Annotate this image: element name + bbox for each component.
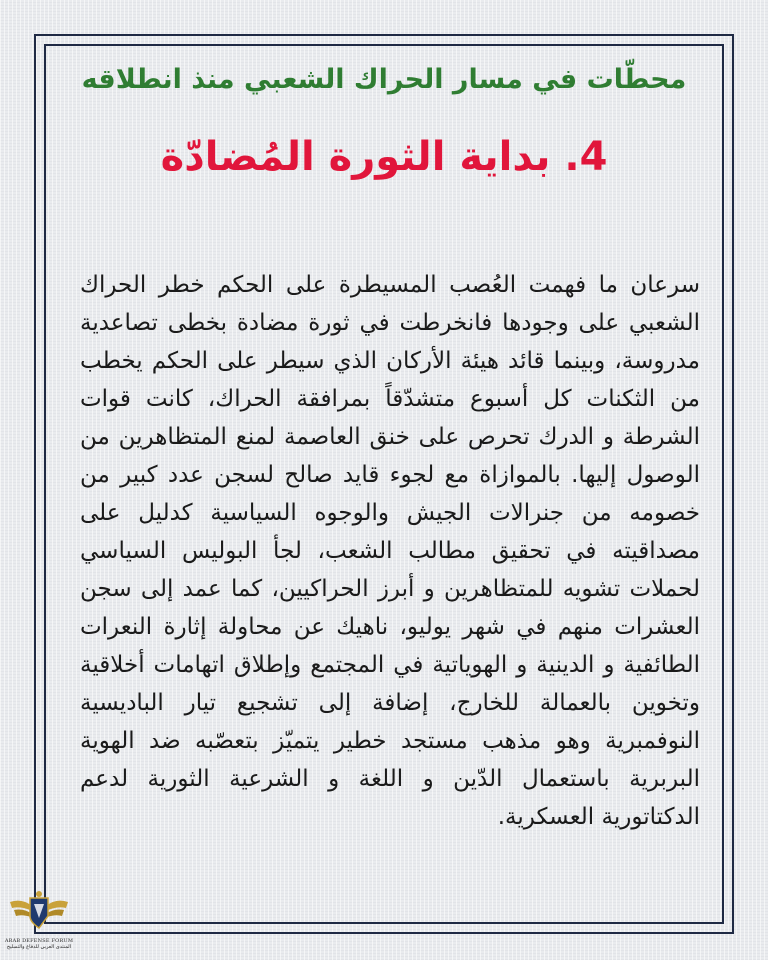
series-subtitle: محطّات في مسار الحراك الشعبي منذ انطلاقه — [81, 64, 687, 95]
forum-logo-icon — [8, 888, 70, 938]
article-title: 4. بداية الثورة المُضادّة — [160, 134, 608, 180]
article-body: سرعان ما فهمت العُصب المسيطرة على الحكم خطر الحراك الشعبي على وجودها فانخرطت في ثورة مضادة بخطى تصاعدية مدروسة، وبينما قائد هيئة الأركان الذي سيطر على الحكم يخطب من الثكنات كل أسبوع متشدّقاً بمرافقة الحراك، كانت قوات الشرطة و الدرك تحرص على خنق العاصمة لمنع المتظاهرين من الوصول إليها. بالموازاة مع لجوء قايد صالح لسجن عدد كبير من خصومه من جنرالات الجيش والوجوه السياسية كدليل على مصداقيته في تحقيق مطالب الشعب، لجأ البوليس السياسي لحملات تشويه للمتظاهرين و أبرز الحراكيين، كما عمد إلى سجن العشرات منهم في شهر يوليو، ناهيك عن محاولة إثارة النعرات الطائفية و الدينية و الهوياتية في المجتمع وإطلاق اتهامات أخلاقية وتخوين بالعمالة للخارج، إضافة إلى تشجيع تيار الباديسية النوفمبرية وهو مذهب مستجد خطير يتميّز بتعصّبه ضد الهوية البربرية باستعمال الدّين و اللغة و الشرعية الثورية لدعم الدكتاتورية العسكرية. — [80, 272, 700, 830]
forum-watermark — [4, 888, 74, 956]
watermark-caption-ar: المنتدى العربي للدفاع والتسليح — [6, 944, 72, 950]
watermark-caption-en: ARAB DEFENSE FORUM — [4, 938, 74, 944]
